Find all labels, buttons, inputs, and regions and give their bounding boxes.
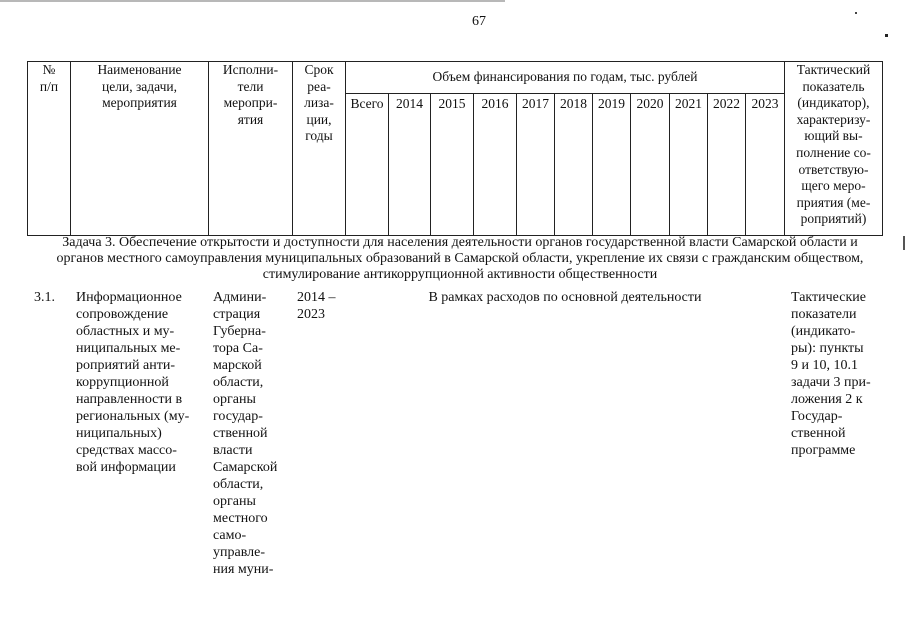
header-year: 2022	[708, 94, 746, 236]
header-name	[71, 62, 209, 236]
row-indicator-line: ложения 2 к	[791, 392, 863, 407]
header-year: 2020	[631, 94, 670, 236]
scan-speck	[885, 34, 888, 37]
row-number: 3.1.	[34, 290, 55, 305]
page-top-rule	[0, 0, 505, 2]
row-name-line: направленности в	[76, 392, 183, 407]
header-term-line: лиза-	[304, 95, 334, 111]
header-term-line: реа-	[307, 78, 331, 94]
row-name-line: роприятий анти-	[76, 358, 176, 373]
header-executors	[209, 62, 293, 236]
row-executors-line: Губерна-	[213, 324, 266, 339]
row-executors-line: власти	[213, 443, 253, 458]
header-indicator-line: роприятий)	[800, 211, 867, 227]
row-name-line: ниципальных ме-	[76, 341, 181, 356]
header-funding-title: Объем финансирования по годам, тыс. рублей	[346, 62, 785, 94]
header-name-line: Наименование	[97, 62, 182, 77]
header-year-total: Всего	[346, 94, 389, 236]
row-indicator-line: 9 и 10, 10.1	[791, 358, 858, 373]
row-indicator-line: ры): пункты	[791, 341, 864, 356]
header-year: 2018	[555, 94, 593, 236]
header-executors-line: Исполни-	[222, 62, 279, 77]
task-heading	[30, 235, 890, 283]
header-indicator-line: приятия (ме-	[796, 194, 871, 210]
row-term-line: 2023	[297, 307, 325, 322]
row-name-line: средствах массо-	[76, 443, 177, 458]
header-indicator-line: показатель	[802, 78, 865, 94]
header-num-line: п/п	[39, 78, 59, 94]
header-indicator-line: ответствую-	[798, 161, 869, 177]
row-executors	[213, 289, 291, 578]
header-name-line: мероприятия	[102, 95, 177, 111]
row-executors-line: тора Са-	[213, 341, 263, 356]
page-number: 67	[472, 14, 486, 29]
row-name	[76, 289, 204, 476]
row-name-line: вой информации	[76, 460, 176, 475]
row-executors-line: ственной	[213, 426, 268, 441]
row-indicator-line: программе	[791, 443, 856, 458]
header-indicator-line: щего меро-	[801, 178, 866, 194]
row-name-line: областных и му-	[76, 324, 175, 339]
row-executors-line: органы	[213, 494, 256, 509]
row-name-line: сопровождение	[76, 307, 169, 322]
header-term	[293, 62, 346, 236]
row-name-line: Информационное	[76, 290, 182, 305]
row-executors-line: само-	[213, 528, 247, 543]
row-indicator-line: ственной	[791, 426, 846, 441]
row-executors-line: Админи-	[213, 290, 267, 305]
row-name-line: региональных (му-	[76, 409, 190, 424]
header-year: 2021	[670, 94, 708, 236]
header-num	[28, 62, 71, 236]
header-indicator-line: ющий вы-	[804, 128, 863, 144]
row-indicator-line: (индикато-	[791, 324, 856, 339]
row-name-line: ниципальных)	[76, 426, 162, 441]
row-executors-line: области,	[213, 477, 264, 492]
scan-speck	[855, 12, 857, 14]
row-executors-line: Самарской	[213, 460, 278, 475]
header-indicator-line: полнение со-	[796, 144, 871, 160]
header-indicator-line: (индикатор),	[797, 95, 870, 111]
header-year: 2023	[746, 94, 785, 236]
header-indicator-line: Тактический	[796, 62, 871, 77]
row-executors-line: управле-	[213, 545, 265, 560]
task-heading-line: Задача 3. Обеспечение открытости и доступности для населения деятельности органов государственной власти Самарской области и	[62, 235, 858, 250]
row-indicator-line: Тактические	[791, 290, 866, 305]
row-executors-line: страция	[213, 307, 261, 322]
header-executors-line: меропри-	[223, 95, 278, 111]
header-term-line: ции,	[306, 111, 332, 127]
row-term-line: 2014 –	[297, 290, 336, 305]
header-year: 2017	[517, 94, 555, 236]
task-heading-line: стимулирование антикоррупционной активности общественности	[262, 267, 658, 282]
header-year: 2014	[389, 94, 431, 236]
header-year: 2019	[593, 94, 631, 236]
row-executors-line: государ-	[213, 409, 263, 424]
row-name-line: коррупционной	[76, 375, 169, 390]
header-year: 2015	[431, 94, 474, 236]
row-executors-line: ния муни-	[213, 562, 274, 577]
header-indicator-line: характеризу-	[796, 111, 871, 127]
row-executors-line: органы	[213, 392, 256, 407]
row-indicator	[791, 289, 886, 459]
row-executors-line: местного	[213, 511, 268, 526]
row-executors-line: марской	[213, 358, 262, 373]
row-term	[297, 289, 347, 323]
header-executors-line: тели	[237, 78, 264, 94]
row-indicator-line: показатели	[791, 307, 857, 322]
header-indicator	[785, 62, 883, 236]
row-executors-line: области,	[213, 375, 264, 390]
header-term-line: Срок	[304, 62, 334, 77]
header-year: 2016	[474, 94, 517, 236]
header-executors-line: ятия	[237, 111, 264, 127]
header-term-line: годы	[305, 128, 333, 144]
row-indicator-line: Государ-	[791, 409, 843, 424]
table-header	[27, 61, 883, 236]
task-heading-line: органов местного самоуправления муниципальных образований в Самарской области, укрепление их связи с гражданским обществом,	[56, 251, 864, 266]
row-indicator-line: задачи 3 при-	[791, 375, 871, 390]
header-name-line: цели, задачи,	[102, 78, 177, 94]
header-num-line: №	[42, 62, 56, 77]
row-funding: В рамках расходов по основной деятельности	[428, 290, 702, 305]
